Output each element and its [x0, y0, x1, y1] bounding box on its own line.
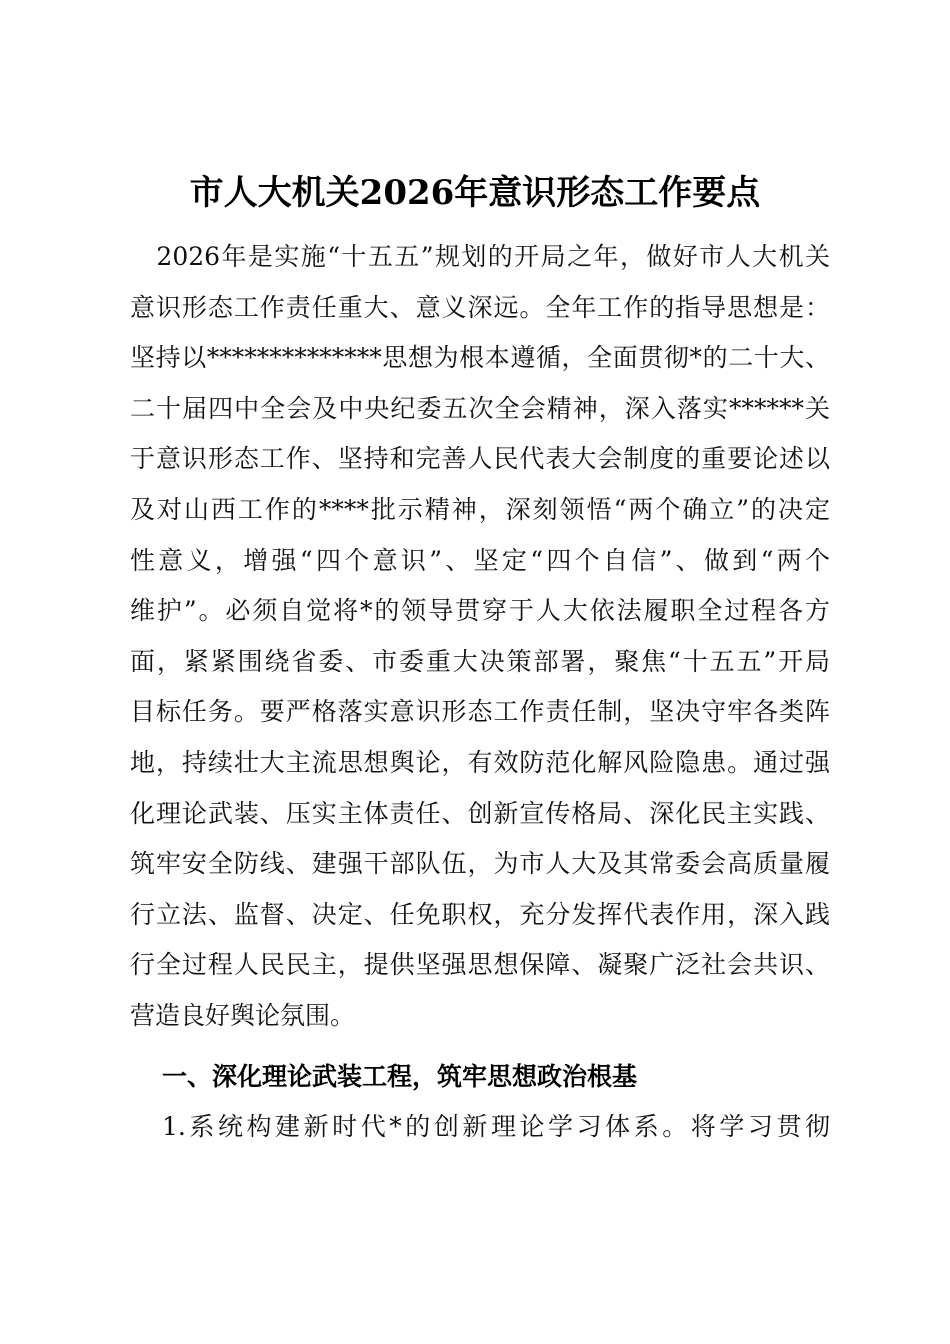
intro-line: 行立法、监督、决定、任免职权，充分发挥代表作用，深入践 [130, 899, 830, 929]
intro-line: 目标任务。要严格落实意识形态工作责任制，坚决守牢各类阵 [130, 697, 830, 727]
intro-line: 地，持续壮大主流思想舆论，有效防范化解风险隐患。通过强 [130, 747, 830, 777]
document-title: 市人大机关2026年意识形态工作要点 [189, 173, 761, 213]
intro-line: 二十届四中全会及中央纪委五次全会精神，深入落实******关 [130, 393, 830, 423]
section-heading: 一、深化理论武装工程，筑牢思想政治根基 [162, 1062, 638, 1091]
intro-line: 行全过程人民民主，提供坚强思想保障、凝聚广泛社会共识、 [130, 950, 830, 980]
intro-line: 化理论武装、压实主体责任、创新宣传格局、深化民主实践、 [130, 798, 830, 828]
list-item-text: 1.系统构建新时代*的创新理论学习体系。将学习贯彻 [162, 1112, 830, 1141]
intro-line: 于意识形态工作、坚持和完善人民代表大会制度的重要论述以 [130, 444, 830, 474]
intro-line: 及对山西工作的****批示精神，深刻领悟“两个确立”的决定 [130, 494, 830, 524]
intro-line: 2026年是实施“十五五”规划的开局之年，做好市人大机关 [130, 242, 830, 271]
intro-line: 营造良好舆论氛围。 [130, 1000, 356, 1030]
intro-line: 意识形态工作责任重大、意义深远。全年工作的指导思想是： [130, 292, 830, 322]
intro-line: 坚持以**************思想为根本遵循，全面贯彻*的二十大、 [130, 343, 830, 373]
intro-line: 性意义，增强“四个意识”、坚定“四个自信”、做到“两个 [130, 545, 830, 575]
intro-line: 筑牢安全防线、建强干部队伍，为市人大及其常委会高质量履 [130, 849, 830, 879]
intro-paragraph [130, 232, 830, 1042]
intro-line: 维护”。必须自觉将*的领导贯穿于人大依法履职全过程各方 [130, 596, 830, 626]
intro-line: 面，紧紧围绕省委、市委重大决策部署，聚焦“十五五”开局 [130, 646, 830, 676]
